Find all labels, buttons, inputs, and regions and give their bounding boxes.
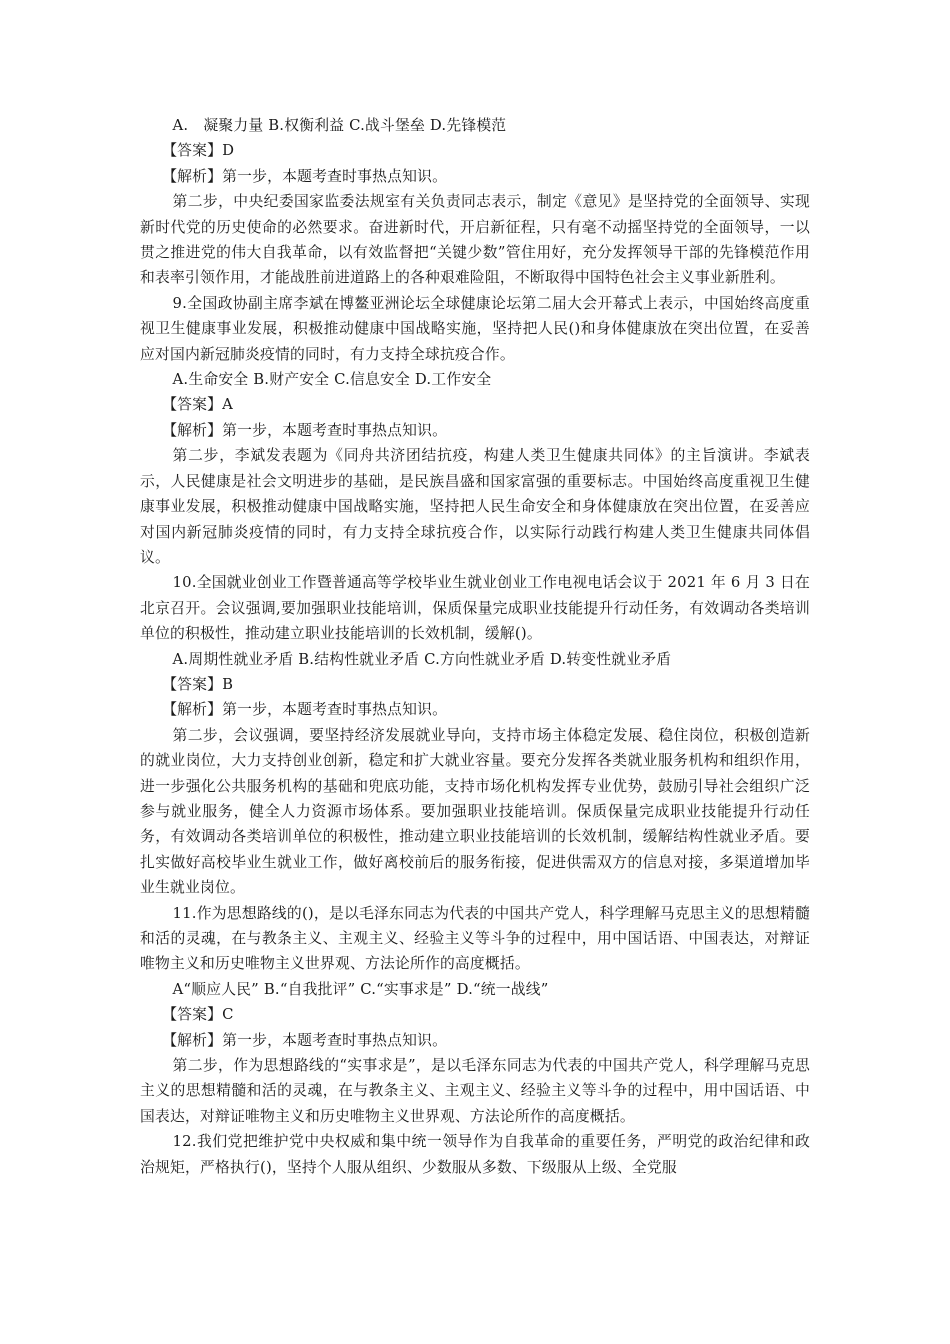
document-body bbox=[140, 113, 810, 1180]
question-12: 12.我们党把维护党中央权威和集中统一领导作为自我革命的重要任务，严明党的政治纪律和政治规矩，严格执行()，坚持个人服从组织、少数服从多数、下级服从上级、全党服 bbox=[140, 1133, 810, 1176]
option-line: A. 凝聚力量 B.权衡利益 C.战斗堡垒 D.先锋模范 bbox=[172, 117, 507, 134]
paragraph: 第二步，会议强调，要坚持经济发展就业导向，支持市场主体稳定发展、稳住岗位，积极创造新的就业岗位，大力支持创业创新，稳定和扩大就业容量。要充分发挥各类就业服务机构和组织作用，进一步强化公共服务机构的基础和兜底功能，支持市场化机构发挥专业优势，鼓励引导社会组织广泛参与就业服务，健全人力资源市场体系。要加强职业技能培训。保质保量完成职业技能提升行动任务，有效调动各类培训单位的积极性，推动建立职业技能培训的长效机制，缓解结构性就业矛盾。要扎实做好高校毕业生就业工作，做好离校前后的服务衔接，促进供需双方的信息对接，多渠道增加毕业生就业岗位。 bbox=[140, 726, 810, 897]
paragraph: 第二步，李斌发表题为《同舟共济团结抗疫，构建人类卫生健康共同体》的主旨演讲。李斌表示，人民健康是社会文明进步的基础，是民族昌盛和国家富强的重要标志。中国始终高度重视卫生健康事业发展，积极推动健康中国战略实施，坚持把人民生命安全和身体健康放在突出位置，在妥善应对国内新冠肺炎疫情的同时，有力支持全球抗疫合作，以实际行动践行构建人类卫生健康共同体倡议。 bbox=[140, 447, 810, 566]
option-line: A.周期性就业矛盾 B.结构性就业矛盾 C.方向性就业矛盾 D.转变性就业矛盾 bbox=[172, 650, 672, 668]
question-10: 10.全国就业创业工作暨普通高等学校毕业生就业创业工作电视电话会议于 2021 年 6 月 3 日在北京召开。会议强调,要加强职业技能培训，保质保量完成职业技能提升行动任务，有效调动各类培训单位的积极性，推动建立职业技能培训的长效机制，缓解()。 bbox=[140, 574, 810, 643]
answer-line: 【答案】C bbox=[162, 1006, 234, 1024]
analysis-line: 【解析】第一步，本题考查时事热点知识。 bbox=[162, 421, 448, 439]
question-11: 11.作为思想路线的()，是以毛泽东同志为代表的中国共产党人，科学理解马克思主义的思想精髓和活的灵魂，在与教条主义、主观主义、经验主义等斗争的过程中，用中国话语、中国表达，对辩证唯物主义和历史唯物主义世界观、方法论所作的高度概括。 bbox=[140, 904, 810, 973]
answer-line: 【答案】D bbox=[162, 142, 235, 160]
answer-line: 【答案】B bbox=[162, 675, 234, 693]
question-9: 9.全国政协副主席李斌在博鳌亚洲论坛全球健康论坛第二届大会开幕式上表示，中国始终高度重视卫生健康事业发展，积极推动健康中国战略实施，坚持把人民()和身体健康放在突出位置，在妥善应对国内新冠肺炎疫情的同时，有力支持全球抗疫合作。 bbox=[140, 294, 810, 363]
option-line: A“顺应人民” B.“自我批评” C.“实事求是” D.“统一战线” bbox=[172, 980, 549, 998]
paragraph: 第二步，作为思想路线的“实事求是”，是以毛泽东同志为代表的中国共产党人，科学理解马克思主义的思想精髓和活的灵魂，在与教条主义、主观主义、经验主义等斗争的过程中，用中国话语、中国表达，对辩证唯物主义和历史唯物主义世界观、方法论所作的高度概括。 bbox=[140, 1057, 810, 1125]
answer-line: 【答案】A bbox=[162, 396, 234, 414]
analysis-line: 【解析】第一步，本题考查时事热点知识。 bbox=[162, 167, 448, 185]
option-line: A.生命安全 B.财产安全 C.信息安全 D.工作安全 bbox=[172, 371, 492, 389]
paragraph: 第二步，中央纪委国家监委法规室有关负责同志表示，制定《意见》是坚持党的全面领导、实现新时代党的历史使命的必然要求。奋进新时代，开启新征程，只有毫不动摇坚持党的全面领导，一以贯之推进党的伟大自我革命，以有效监督把“关键少数”管住用好，充分发挥领导干部的先锋模范作用和表率引领作用，才能战胜前进道路上的各种艰难险阻，不断取得中国特色社会主义事业新胜利。 bbox=[140, 193, 810, 287]
analysis-line: 【解析】第一步，本题考查时事热点知识。 bbox=[162, 701, 448, 719]
analysis-line: 【解析】第一步，本题考查时事热点知识。 bbox=[162, 1031, 448, 1049]
